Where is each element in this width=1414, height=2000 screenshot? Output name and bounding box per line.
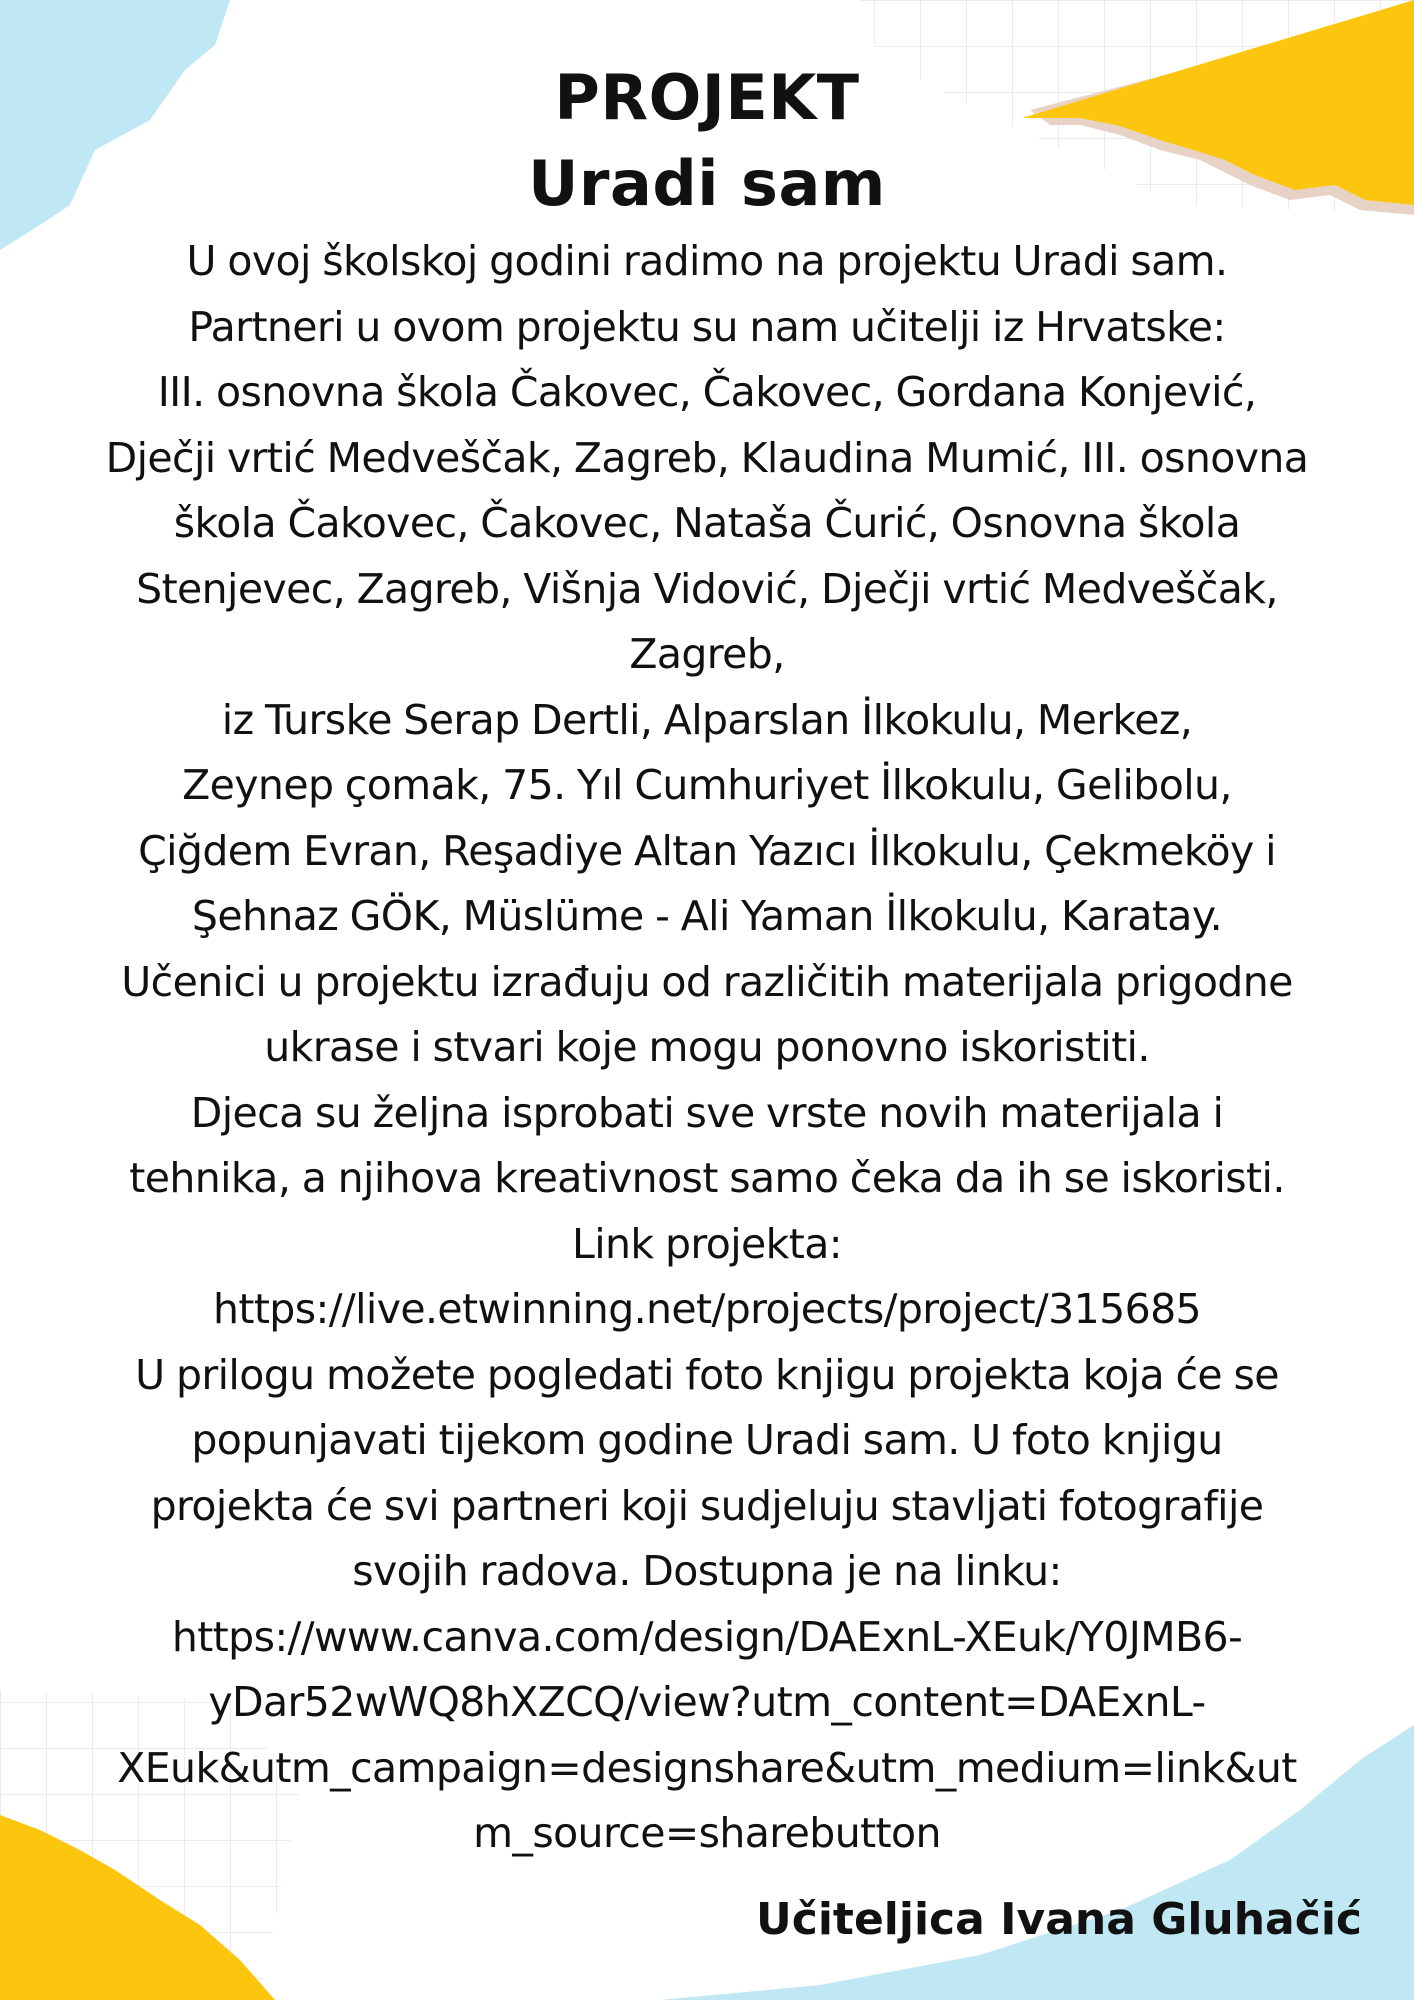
title-uradi-sam: Uradi sam: [528, 147, 886, 220]
text-line: iz Turske Serap Dertli, Alparslan İlkokulu, Merkez,: [221, 695, 1193, 744]
canva-link-part[interactable]: yDar52wWQ8hXZCQ/view?utm_content=DAExnL-: [208, 1678, 1206, 1726]
text-line: Çiğdem Evran, Reşadiye Altan Yazıcı İlkokulu, Çekmeköy i: [138, 826, 1276, 875]
project-description: [40, 229, 1374, 1867]
text-line: tehnika, a njihova kreativnost samo čeka da ih se iskoristi.: [129, 1154, 1285, 1202]
canva-link-part[interactable]: https://www.canva.com/design/DAExnL-XEuk/Y0JMB6-: [171, 1612, 1243, 1661]
text-line: III. osnovna škola Čakovec, Čakovec, Gordana Konjević,: [157, 368, 1257, 416]
text-line: svojih radova. Dostupna je na linku:: [352, 1547, 1062, 1595]
text-line: Zeynep çomak, 75. Yıl Cumhuriyet İlkokulu, Gelibolu,: [182, 761, 1232, 809]
text-line: U prilogu možete pogledati foto knjigu projekta koja će se: [135, 1350, 1279, 1399]
canva-link-part[interactable]: XEuk&utm_campaign=designshare&utm_medium=link&ut: [117, 1743, 1297, 1792]
canva-link-part[interactable]: m_source=sharebutton: [473, 1809, 941, 1857]
text-line: Link projekta:: [571, 1219, 843, 1268]
text-line: Učenici u projektu izrađuju od različitih materijala prigodne: [121, 957, 1293, 1006]
text-line: U ovoj školskoj godini radimo na projektu Uradi sam.: [186, 237, 1228, 285]
text-line: Şehnaz GÖK, Müslüme - Ali Yaman İlkokulu, Karatay.: [191, 892, 1223, 940]
text-line: ukrase i stvari koje mogu ponovno iskoristiti.: [264, 1023, 1150, 1071]
project-link[interactable]: https://live.etwinning.net/projects/project/315685: [212, 1285, 1202, 1333]
text-line: Partneri u ovom projektu su nam učitelji iz Hrvatske:: [188, 302, 1226, 351]
poster-content: [40, 55, 1374, 1867]
signature: Učiteljica Ivana Gluhačić: [756, 1894, 1362, 1945]
text-line: Zagreb,: [629, 630, 785, 678]
text-line: Stenjevec, Zagreb, Višnja Vidović, Dječji vrtić Medveščak,: [136, 564, 1278, 613]
text-line: škola Čakovec, Čakovec, Nataša Čurić, Osnovna škola: [173, 499, 1241, 547]
text-line: projekta će svi partneri koji sudjeluju stavljati fotografije: [150, 1481, 1264, 1530]
text-line: Djeca su željna isprobati sve vrste novih materijala i: [190, 1088, 1224, 1137]
text-line: popunjavati tijekom godine Uradi sam. U foto knjigu: [191, 1416, 1223, 1464]
text-line: Dječji vrtić Medveščak, Zagreb, Klaudina Mumić, III. osnovna: [105, 433, 1309, 482]
title-projekt: PROJEKT: [554, 61, 860, 134]
